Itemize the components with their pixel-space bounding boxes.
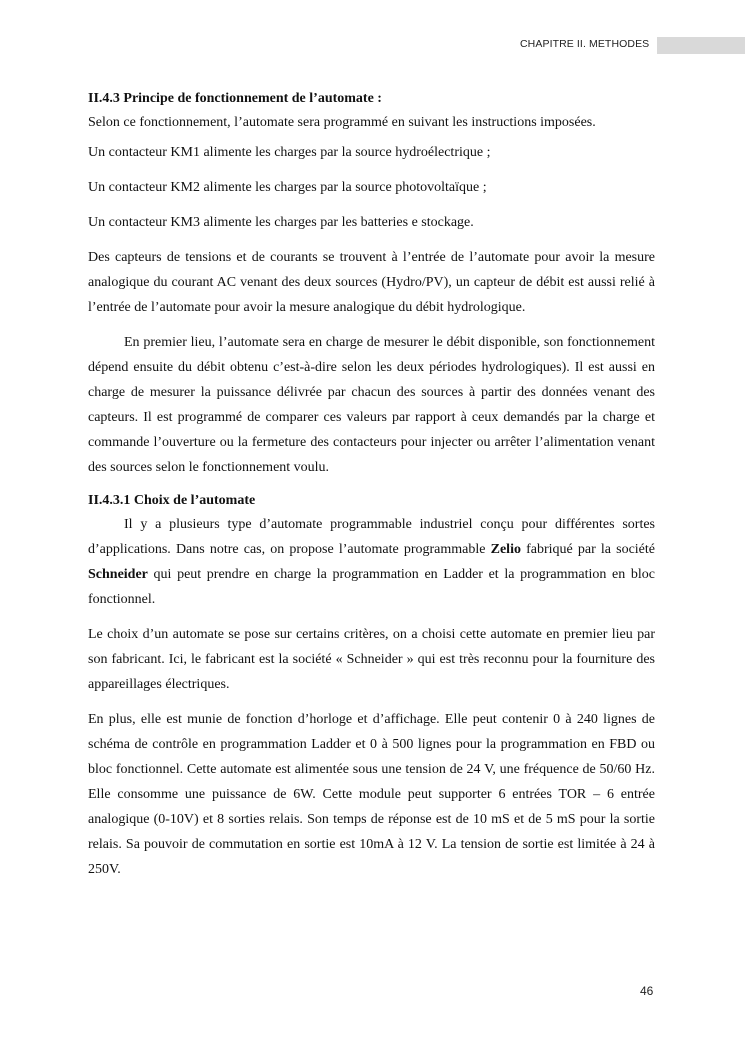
subsection-title: II.4.3.1 Choix de l’automate [88,493,256,508]
sensors-paragraph: Des capteurs de tensions et de courants se trouvent à l’entrée de l’automate pour avoir la mesure analogique du courant AC venant des deux sources (Hydro/PV), un capteur de débit est aussi relié à l’entrée de l’automate pour avoir la mesure analogique du débit hydrologique. [88,250,655,315]
contactor-km1: Un contacteur KM1 alimente les charges par la source hydroélectrique ; [88,145,491,160]
choice-text-e: qui peut prendre en charge la programmation en Ladder et la programmation en bloc fonctionnel. [88,567,655,607]
specs-paragraph: En plus, elle est munie de fonction d’horloge et d’affichage. Elle peut contenir 0 à 240 lignes de schéma de contrôle en programmation Ladder et 0 à 500 lignes pour la programmation en FBD ou bloc fonctionnel. Cette automate est alimentée sous une tension de 24 V, une fréquence de 50/60 Hz. Elle consomme une puissance de 6W. Cette module peut supporter 6 entrées TOR – 6 entrée analogique (0-10V) et 8 sorties relais. Son temps de réponse est de 10 mS et de 5 mS pour la sortie relais. Sa pouvoir de commutation en sortie est 10mA à 12 V. La tension de sortie est limitée à 24 à 250V. [88,712,655,877]
contactor-km2: Un contacteur KM2 alimente les charges par la source photovoltaïque ; [88,180,487,195]
criteria-paragraph: Le choix d’un automate se pose sur certains critères, on a choisi cette automate en premier lieu par son fabricant. Ici, le fabricant est la société « Schneider » qui est très reconnu pour la fourniture des appareillages électriques. [88,627,655,692]
choice-text-a: Il y a plusieurs type d’automate programmable industriel conçu pour différentes sortes d’applications. Dans notre cas, on propose l’automate programmable [88,517,655,557]
section-title: II.4.3 Principe de fonctionnement de l’automate : [88,91,382,106]
chapter-header: CHAPITRE II. METHODES [520,38,650,50]
choice-paragraph [88,512,655,612]
choice-text-c: fabriqué par la société [520,542,655,557]
contactor-km3: Un contacteur KM3 alimente les charges par les batteries e stockage. [88,215,474,230]
header-bar [657,37,745,54]
operation-paragraph: En premier lieu, l’automate sera en charge de mesurer le débit disponible, son fonctionnement dépend ensuite du débit obtenu c’est-à-dire selon les deux périodes hydrologiques). Il est aussi en charge de mesurer la puissance délivrée par chacun des sources à partir des données venant des capteurs. Il est programmé de comparer ces valeurs par rapport à ceux demandés par la charge et commande l’ouverture ou la fermeture des contacteurs pour injecter ou arrêter l’alimentation venant des sources selon le fonctionnement voulu. [88,335,655,475]
brand-schneider: Schneider [88,567,148,582]
section-intro: Selon ce fonctionnement, l’automate sera programmé en suivant les instructions imposées. [88,115,596,130]
page-content [88,88,655,882]
brand-zelio: Zelio [490,542,521,557]
page-number: 46 [640,984,654,998]
